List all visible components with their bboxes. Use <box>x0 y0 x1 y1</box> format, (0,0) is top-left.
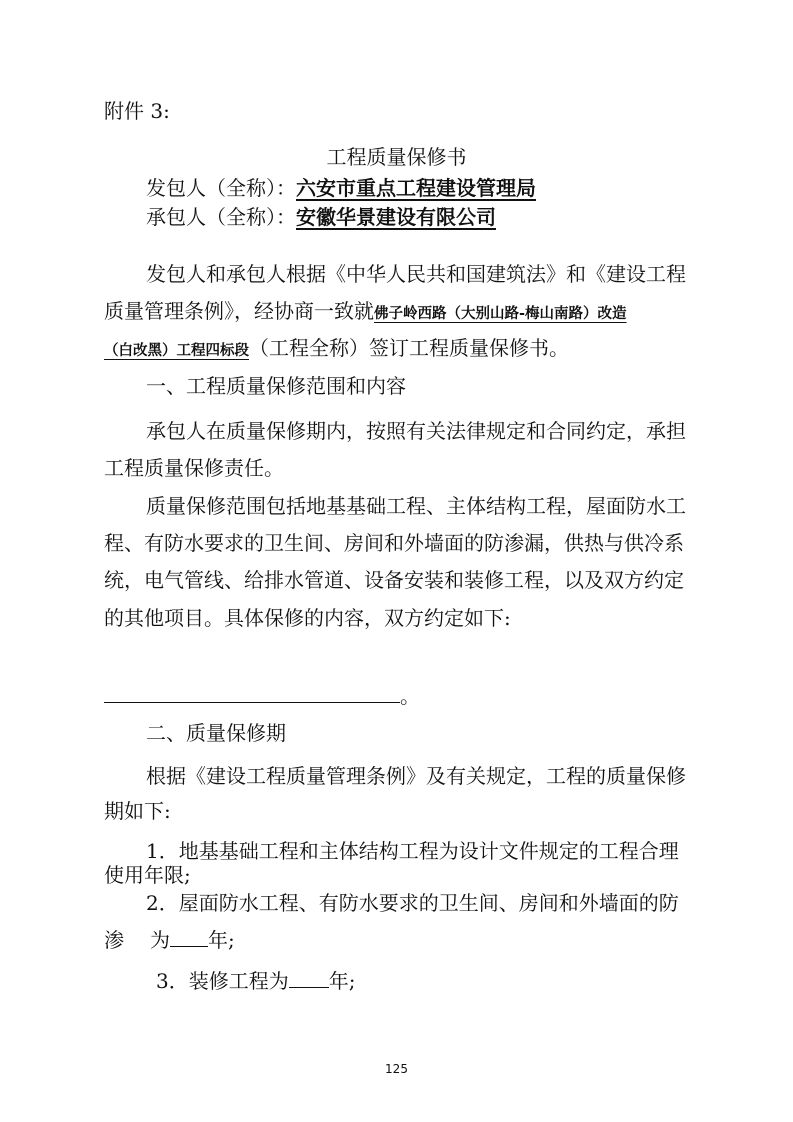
project-name-part1: 佛子岭西路（大别山路-梅山南路）改造 <box>374 306 627 322</box>
attachment-label: 附件 3: <box>104 99 170 123</box>
item2-seep-char: 渗 <box>104 928 124 952</box>
item3-line <box>156 969 355 993</box>
employer-label: 发包人（全称）： <box>146 176 296 200</box>
intro-line-2-prefix: 质量管理条例》，经协商一致就 <box>104 299 374 323</box>
section1-p2-line3: 统，电气管线、给排水管道、设备安装和装修工程，以及双方约定 <box>104 568 684 592</box>
content-blank-line <box>104 684 420 708</box>
section1-p2-line2: 程、有防水要求的卫生间、房间和外墙面的防渗漏，供热与供冷系 <box>104 531 684 555</box>
employer-line <box>146 176 536 200</box>
document-title: 工程质量保修书 <box>326 145 467 169</box>
page-number: 125 <box>385 1062 408 1076</box>
section1-p2-line1: 质量保修范围包括地基基础工程、主体结构工程，屋面防水工 <box>146 494 686 518</box>
section1-p2-line4: 的其他项目。具体保修的内容，双方约定如下: <box>104 606 511 630</box>
item3-text: 3．装修工程为 <box>156 969 289 993</box>
section1-heading: 一、工程质量保修范围和内容 <box>146 374 406 398</box>
employer-name: 六安市重点工程建设管理局 <box>296 176 536 200</box>
section1-p1-line2: 工程质量保修责任。 <box>104 456 284 480</box>
project-name-part2: （白改黑）工程四标段 <box>104 343 249 359</box>
content-blank <box>104 684 400 703</box>
item2-year-suffix: 年; <box>208 928 235 952</box>
blank-end-mark: 。 <box>400 684 420 708</box>
contractor-label: 承包人（全称）： <box>146 205 296 229</box>
item2-years-blank <box>170 928 208 947</box>
intro-line-3-suffix: （工程全称）签订工程质量保修书。 <box>249 336 569 360</box>
contractor-name: 安徽华景建设有限公司 <box>296 205 496 229</box>
section2-p1-line2: 期如下: <box>104 799 171 823</box>
item2-line1: 2．屋面防水工程、有防水要求的卫生间、房间和外墙面的防 <box>146 891 679 915</box>
item1-line1: 1．地基基础工程和主体结构工程为设计文件规定的工程合理 <box>146 839 679 863</box>
item3-years-blank <box>289 969 329 988</box>
item3-year-suffix: 年; <box>328 969 356 993</box>
intro-line-3 <box>104 336 569 363</box>
item1-line2: 使用年限; <box>104 863 191 887</box>
contractor-line <box>146 205 496 229</box>
section2-heading: 二、质量保修期 <box>146 721 286 745</box>
item2-for-char: 为 <box>150 928 170 952</box>
intro-line-2 <box>104 299 627 326</box>
item2-line2 <box>104 928 235 952</box>
section2-p1-line1: 根据《建设工程质量管理条例》及有关规定，工程的质量保修 <box>146 764 686 788</box>
intro-line-1: 发包人和承包人根据《中华人民共和国建筑法》和《建设工程 <box>146 262 686 286</box>
section1-p1-line1: 承包人在质量保修期内，按照有关法律规定和合同约定，承担 <box>146 419 686 443</box>
